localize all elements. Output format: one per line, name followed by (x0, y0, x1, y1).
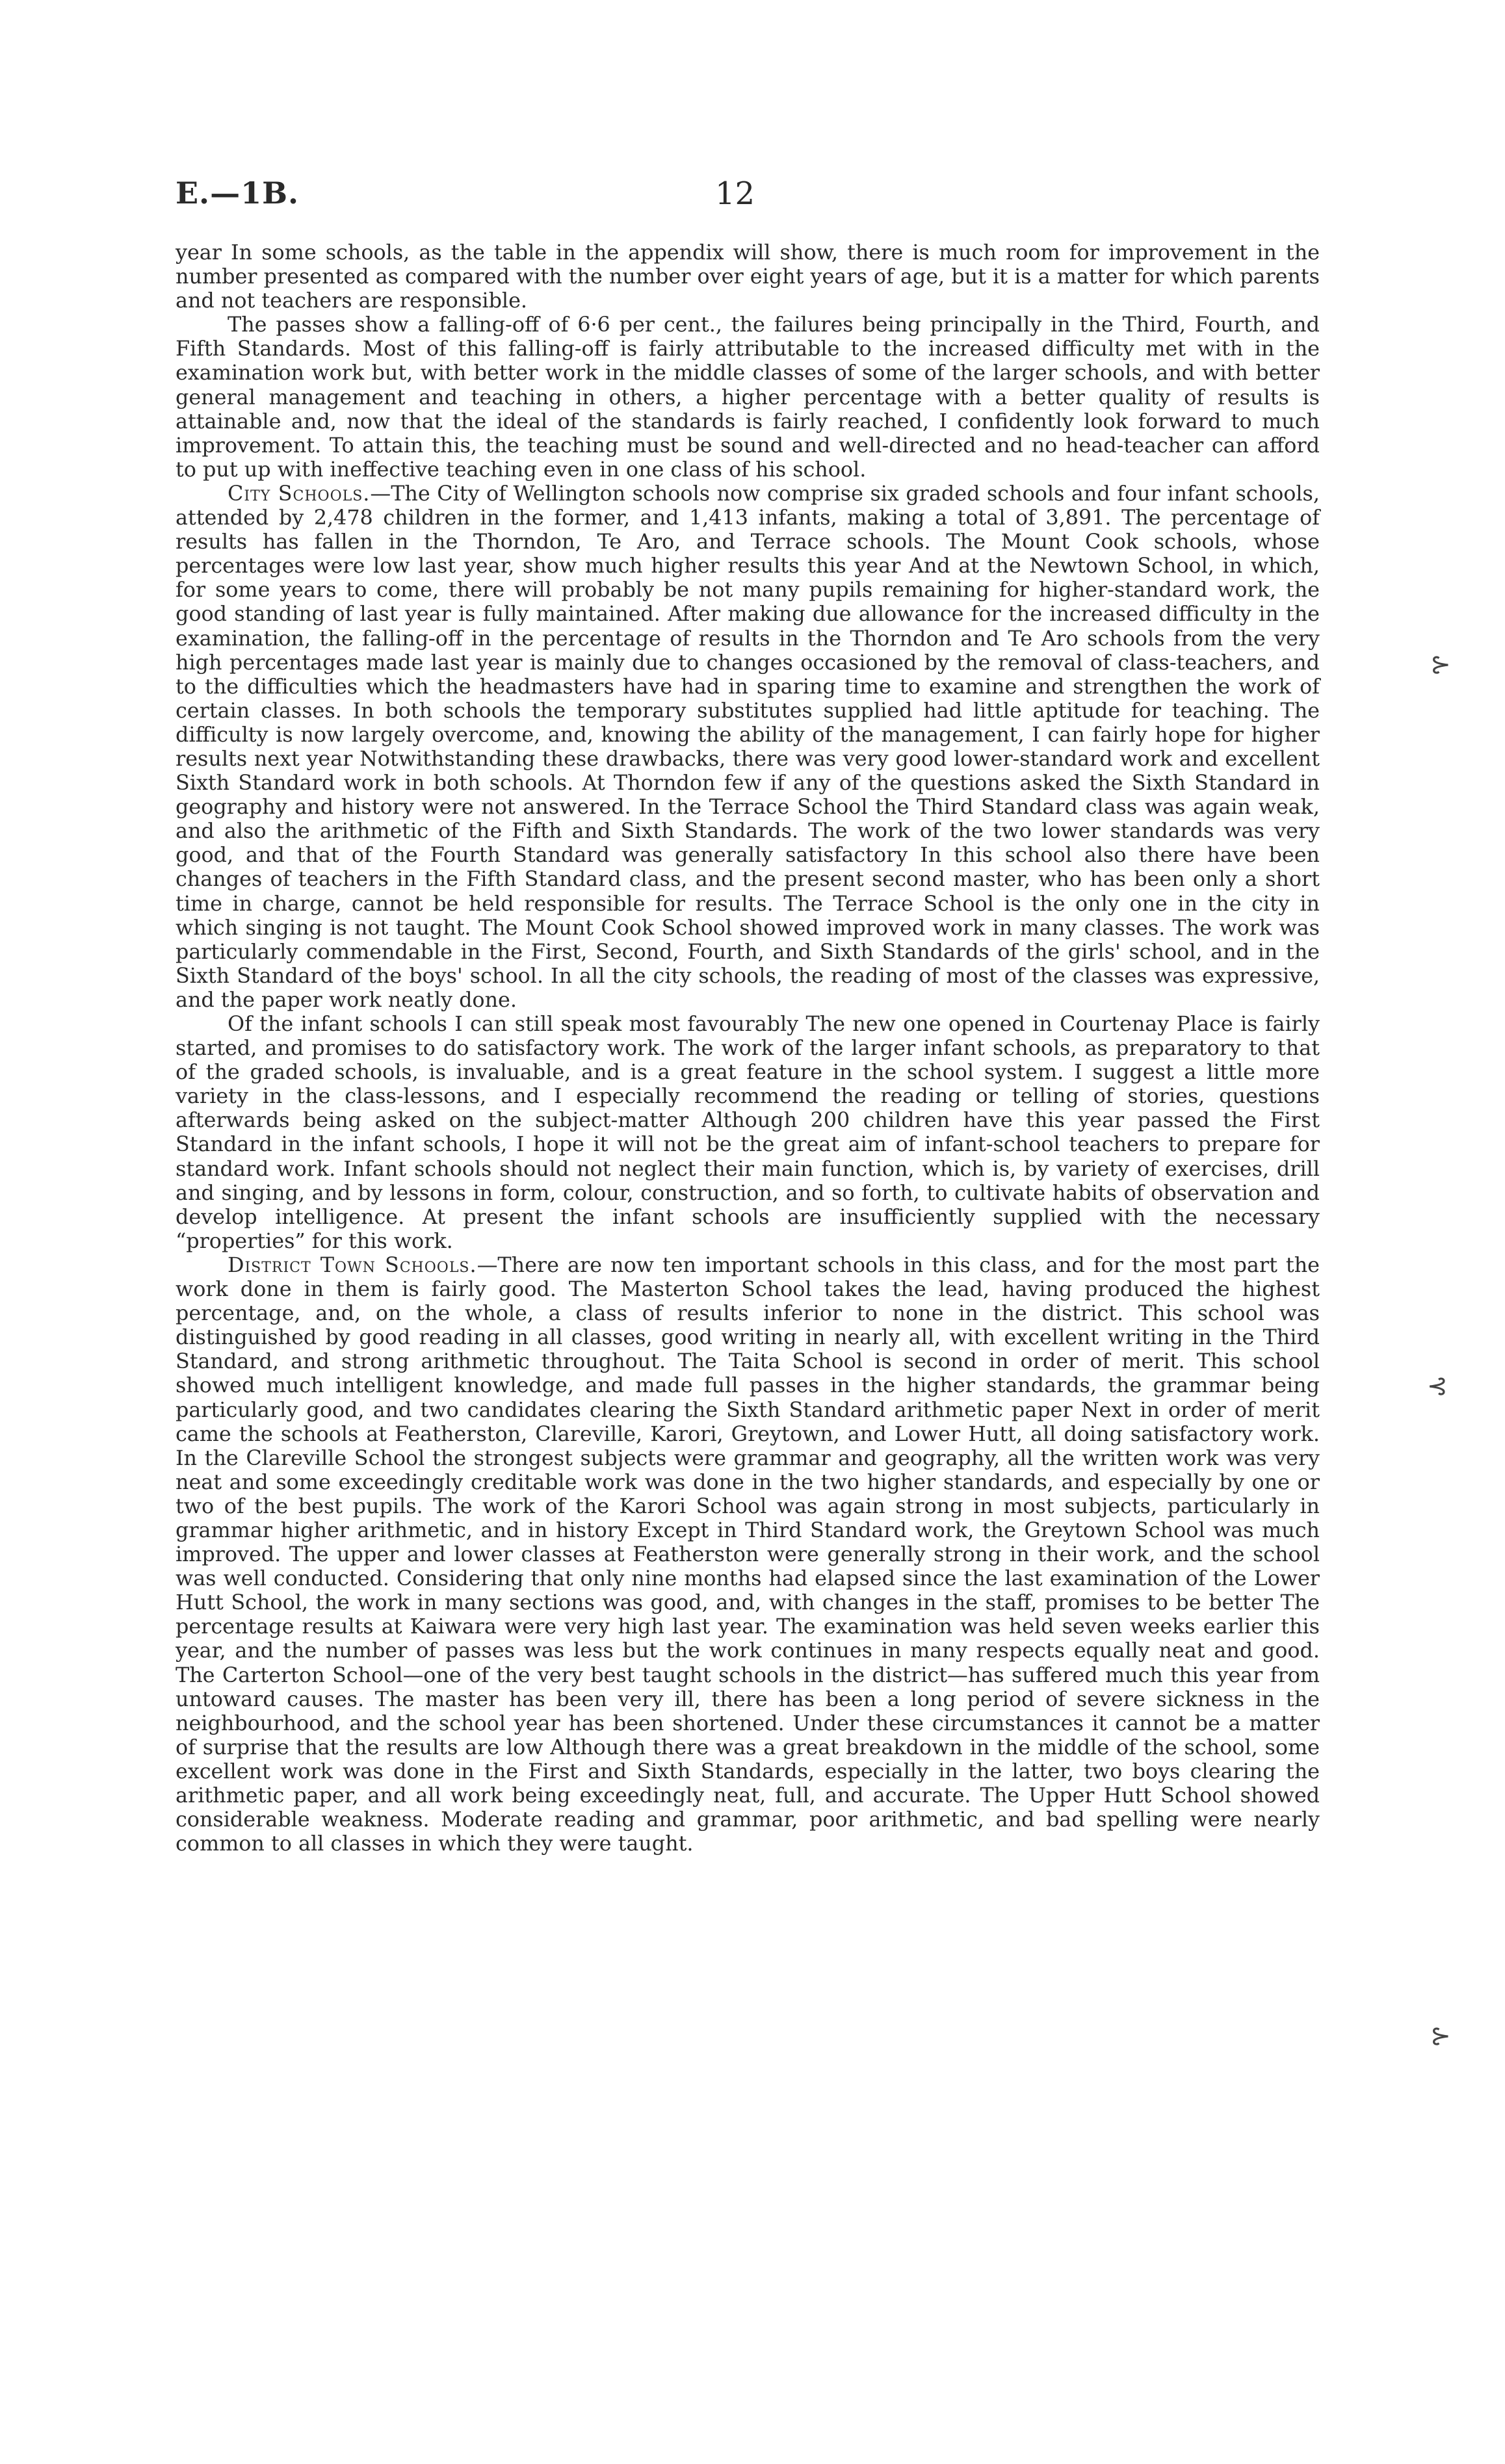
paragraph-continuation (176, 240, 1320, 313)
body-text (176, 240, 1320, 1856)
paragraph-text: year In some schools, as the table in the appendix will show, there is much room for improvement in the number presented as compared with the number over eight years of age, but it is a matter for which parents and not teachers are responsible. (176, 240, 1320, 313)
paragraph-infant-schools (176, 1012, 1320, 1253)
margin-mark-icon: ⊰ (1427, 1371, 1448, 1400)
margin-mark-icon: ⊱ (1430, 2021, 1451, 2050)
section-heading-city-schools: City Schools. (228, 481, 371, 506)
page-header (176, 175, 1320, 227)
paragraph-district-town-schools (176, 1253, 1320, 1856)
paragraph-passes (176, 313, 1320, 482)
document-reference: E.—1B. (176, 175, 299, 211)
paragraph-text: The passes show a falling-off of 6·6 per cent., the failures being principally in the Third, Fourth, and Fifth Standards. Most of this falling-off is fairly attributable to the increased difficulty met with in the examination work but, with better work in the middle classes of some of the larger schools, and with better general management and teaching in others, a higher percentage with a better quality of results is attainable and, now that the ideal of the standards is fairly reached, I confidently look forward to much improvement. To attain this, the teaching must be sound and well-directed and no head-teacher can afford to put up with ineffective teaching even in one class of his school. (176, 313, 1320, 482)
paragraph-text: —There are now ten important schools in this class, and for the most part the work done in them is fairly good. The Masterton School takes the lead, having produced the highest percentage, and, on the whole, a class of results inferior to none in the district. This school was distinguished by good reading in all classes, good writing in nearly all, with excellent writing in the Third Standard, and strong arithmetic throughout. The Taita School is second in order of merit. This school showed much intelligent knowledge, and made full passes in the higher standards, the grammar being particularly good, and two candidates clearing the Sixth Standard arithmetic paper Next in order of merit came the schools at Featherston, Clareville, Karori, Greytown, and Lower Hutt, all doing satisfactory work. In the Clareville School the strongest subjects were grammar and geography, all the written work was very neat and some exceedingly creditable work was done in the two higher standards, and especially by one or two of the best pupils. The work of the Karori School was again strong in most subjects, particularly in grammar higher arithmetic, and in history Except in Third Standard work, the Greytown School was much improved. The upper and lower classes at Featherston were generally strong in their work, and the school was well conducted. Considering that only nine months had elapsed since the last examination of the Lower Hutt School, the work in many sections was good, and, with changes in the staff, promises to be better The percentage results at Kaiwara were very high last year. The examination was held seven weeks earlier this year, and the number of passes was less but the work continues in many respects equally neat and good. The Carterton School—one of the very best taught schools in the district—has suffered much this year from untoward causes. The master has been very ill, there has been a long period of severe sickness in the neighbourhood, and the school year has been shortened. Under these circumstances it cannot be a matter of surprise that the results are low Although there was a great breakdown in the middle of the school, some excellent work was done in the First and Sixth Standards, especially in the latter, two boys clearing the arithmetic paper, and all work being exceedingly neat, full, and accurate. The Upper Hutt School showed considerable weakness. Moderate reading and grammar, poor arithmetic, and bad spelling were nearly common to all classes in which they were taught. (176, 1252, 1320, 1856)
section-heading-district-town-schools: District Town Schools. (228, 1252, 477, 1277)
paragraph-text: —The City of Wellington schools now comprise six graded schools and four infant schools, attended by 2,478 children in the former, and 1,413 infants, making a total of 3,891. The percentage of results has fallen in the Thorndon, Te Aro, and Terrace schools. The Mount Cook schools, whose percentages were low last year, show much higher results this year And at the Newtown School, in which, for some years to come, there will probably be not many pupils remaining for higher-standard work, the good standing of last year is fully maintained. After making due allowance for the increased difficulty in the examination, the falling-off in the percentage of results in the Thorndon and Te Aro schools from the very high percentages made last year is mainly due to changes occasioned by the removal of class-teachers, and to the difficulties which the headmasters have had in sparing time to examine and strengthen the work of certain classes. In both schools the temporary substitutes supplied had little aptitude for teaching. The difficulty is now largely overcome, and, knowing the ability of the management, I can fairly hope for higher results next year Notwithstanding these drawbacks, there was very good lower-standard work and excellent Sixth Standard work in both schools. At Thorndon few if any of the questions asked the Sixth Standard in geography and history were not answered. In the Terrace School the Third Standard class was again weak, and also the arithmetic of the Fifth and Sixth Standards. The work of the two lower standards was very good, and that of the Fourth Standard was generally satisfactory In this school also there have been changes of teachers in the Fifth Standard class, and the present second master, who has been only a short time in charge, cannot be held responsible for results. The Terrace School is the only one in the city in which singing is not taught. The Mount Cook School showed improved work in many classes. The work was particularly commendable in the First, Second, Fourth, and Sixth Standards of the girls' school, and in the Sixth Standard of the boys' school. In all the city schools, the reading of most of the classes was expressive, and the paper work neatly done. (176, 481, 1320, 1012)
margin-mark-icon: ⊱ (1430, 650, 1451, 679)
paragraph-text: Of the infant schools I can still speak most favourably The new one opened in Courtenay Place is fairly started, and promises to do satisfactory work. The work of the larger infant schools, as preparatory to that of the graded schools, is invaluable, and is a great feature in the school system. I suggest a little more variety in the class-lessons, and I especially recommend the reading or telling of stories, questions afterwards being asked on the subject-matter Although 200 children have this year passed the First Standard in the infant schools, I hope it will not be the great aim of infant-school teachers to prepare for standard work. Infant schools should not neglect their main function, which is, by variety of exercises, drill and singing, and by lessons in form, colour, construction, and so forth, to cultivate habits of observation and develop intelligence. At present the infant schools are insufficiently supplied with the necessary “properties” for this work. (176, 1012, 1320, 1253)
page-number: 12 (715, 175, 755, 212)
paragraph-city-schools (176, 482, 1320, 1012)
